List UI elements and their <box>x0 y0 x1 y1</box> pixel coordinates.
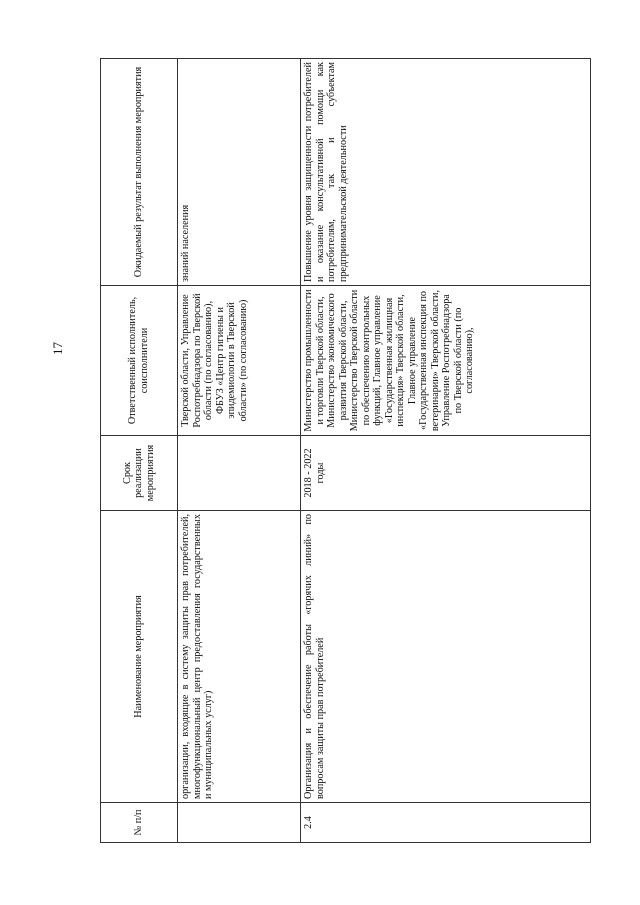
row-exec: Министерство промышленности и торговли Тверской области, Министерство экономического развития Тверской области, Министерство Тверской области по обеспечению контрольных функций, Главное управление «Государственная жилищная инспекция» Тверской области, Главное управление «Государственная инспекция по ветеринарии» Тверской области, Управление Роспотребнадзора по Тверской области (по согласованию), <box>301 286 591 436</box>
header-term: Срок реализации мероприятия <box>101 436 178 511</box>
header-result: Ожидаемый результат выполнения мероприятия <box>101 59 178 286</box>
table-row <box>178 59 301 843</box>
row-name: Организация и обеспечение работы «горячих линий» по вопросам защиты прав потребителей <box>301 511 591 803</box>
header-num: № п/п <box>101 803 178 843</box>
row-num <box>178 803 301 843</box>
row-name: организации, входящие в систему защиты прав потребителей, многофункциональный центр предоставления государственных и муниципальных услуг) <box>178 511 301 803</box>
row-result: знаний населения <box>178 59 301 286</box>
row-term <box>178 436 301 511</box>
header-exec: Ответственный исполнитель, соисполнители <box>101 286 178 436</box>
row-term: 2018 - 2022 годы <box>301 436 591 511</box>
row-result: Повышение уровня защищенности потребителей и оказание консультативной помощи как потребителям, так и субъектам предпринимательской деятельности <box>301 59 591 286</box>
header-name: Наименование мероприятия <box>101 511 178 803</box>
measures-table <box>100 58 591 843</box>
row-exec: Тверской области, Управление Роспотребнадзора по Тверской области (по согласованию), ФБУЗ «Центр гигиены и эпидемиологии в Тверской области» (по согласованию) <box>178 286 301 436</box>
rotated-table-container <box>100 59 580 843</box>
row-num: 2.4 <box>301 803 591 843</box>
page-number: 17 <box>50 342 65 355</box>
table-row <box>301 59 591 843</box>
table-header-row <box>101 59 178 843</box>
